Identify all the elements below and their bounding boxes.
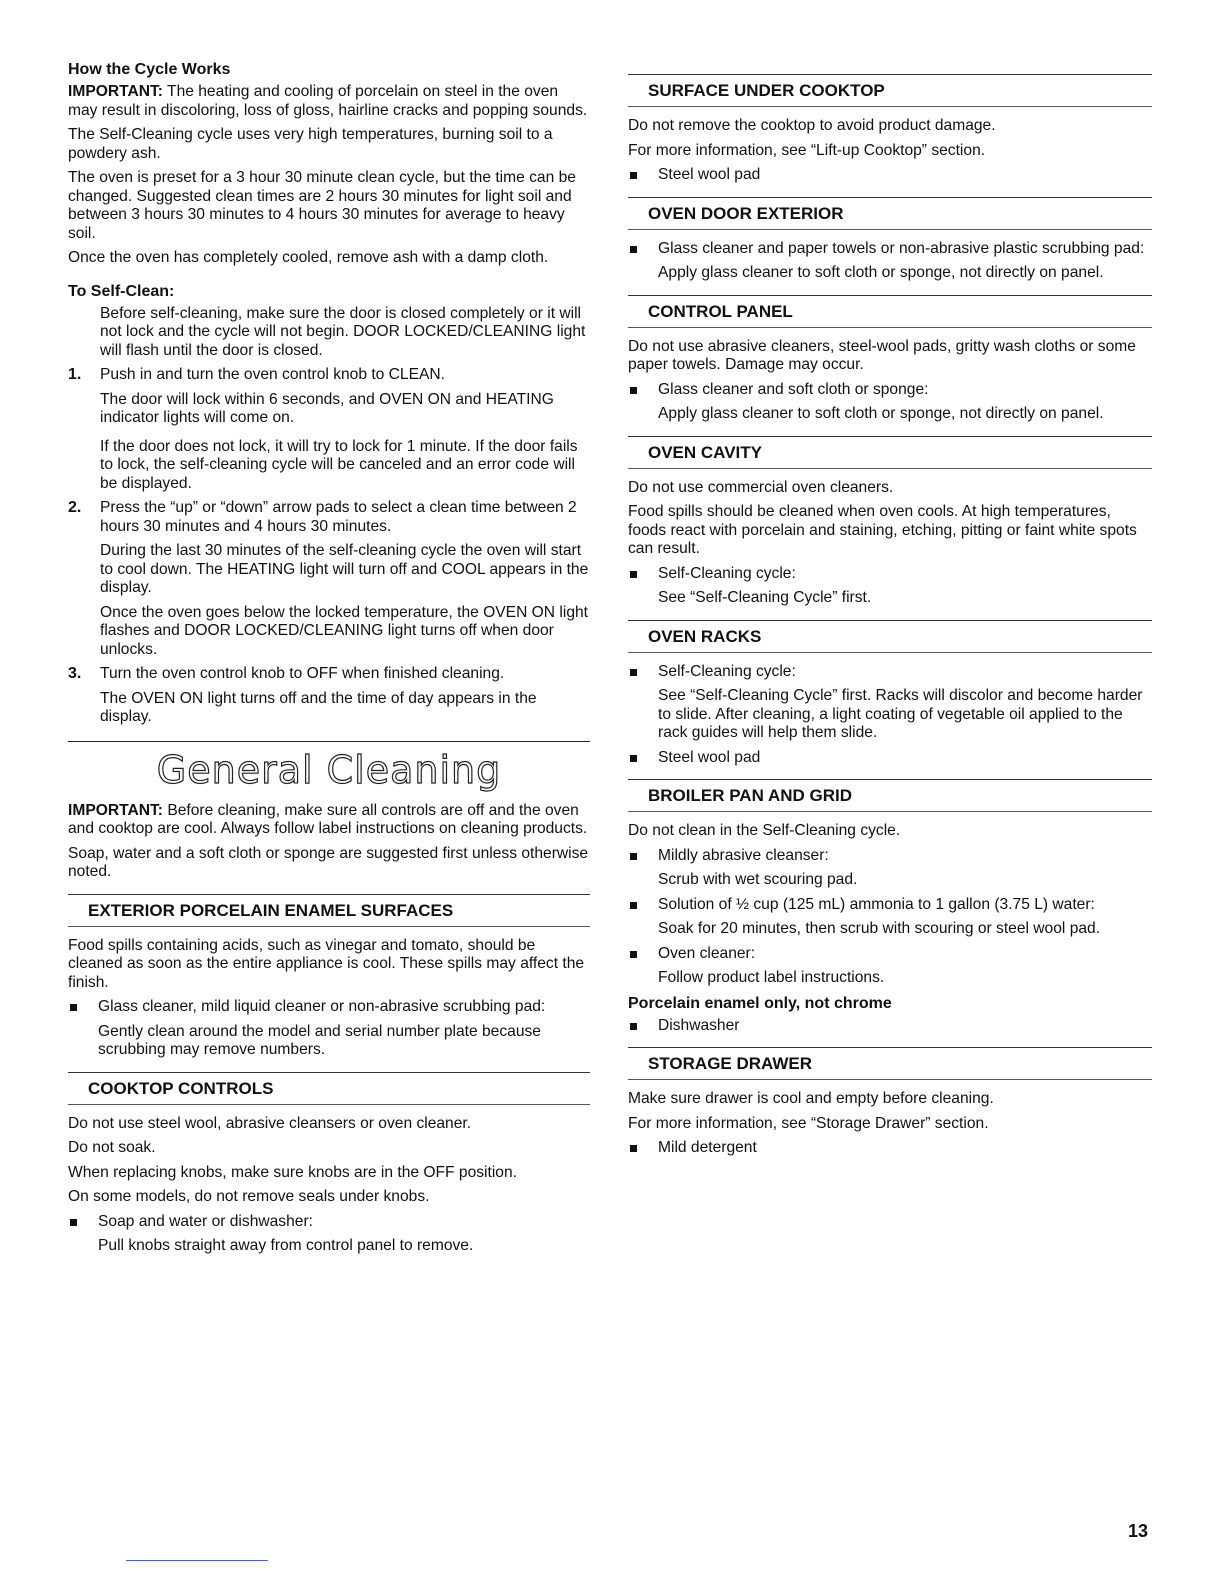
paragraph: Make sure drawer is cool and empty before cleaning. [628, 1090, 994, 1107]
bullet-square-icon [630, 387, 637, 394]
important-note [68, 802, 590, 839]
bullet-text: Steel wool pad [658, 166, 761, 183]
bullet-item [628, 1017, 1152, 1036]
important-label: IMPORTANT: [68, 801, 163, 819]
bullet-square-icon [630, 669, 637, 676]
oven-door-exterior-header [628, 197, 1152, 230]
paragraph: When replacing knobs, make sure knobs are in the OFF position. [68, 1163, 517, 1181]
bullet-detail: Apply glass cleaner to soft cloth or sponge, not directly on panel. [658, 264, 1104, 281]
section-title: BROILER PAN AND GRID [648, 786, 852, 805]
bullet-text: Oven cleaner: [658, 944, 756, 962]
important-text: The heating and cooling of porcelain on steel in the oven may result in discoloring, loss of gloss, hairline cracks and popping sounds. [68, 83, 588, 119]
paragraph: Do not use steel wool, abrasive cleansers or oven cleaner. [68, 1114, 472, 1132]
step-number: 1. [68, 366, 82, 383]
paragraph: Food spills should be cleaned when oven cools. At high temperatures, foods react with porcelain and staining, etching, pitting or faint white spots can result. [628, 503, 1137, 557]
step-detail: Once the oven goes below the locked temperature, the OVEN ON light flashes and DOOR LOCKED/CLEANING light turns off when door unlocks. [100, 603, 589, 658]
bullet-item [628, 1139, 1152, 1158]
bullet-text: Glass cleaner, mild liquid cleaner or non-abrasive scrubbing pad: [98, 998, 546, 1015]
bullet-text: Dishwasher [658, 1016, 740, 1034]
bullet-item [628, 381, 1152, 424]
bullet-square-icon [630, 1145, 637, 1152]
bullet-square-icon [70, 1219, 77, 1226]
bullet-text: Self-Cleaning cycle: [658, 662, 796, 680]
bullet-text: Steel wool pad [658, 748, 761, 766]
bullet-item [628, 749, 1152, 768]
bullet-detail: Scrub with wet scouring pad. [658, 871, 858, 888]
bullet-item [628, 896, 1152, 939]
general-cleaning-title: General Cleaning [156, 747, 502, 792]
bullet-text: Glass cleaner and paper towels or non-abrasive plastic scrubbing pad: [658, 239, 1145, 257]
step-number: 3. [68, 665, 82, 682]
right-column [628, 60, 1152, 1164]
section-title: OVEN CAVITY [648, 442, 762, 462]
bullet-square-icon [630, 951, 637, 958]
important-note [68, 83, 590, 120]
paragraph: Do not use abrasive cleaners, steel-wool pads, gritty wash cloths or some paper towels. Damage may occur. [628, 337, 1136, 373]
step-2 [68, 499, 590, 659]
paragraph: Soap, water and a soft cloth or sponge are suggested first unless otherwise noted. [68, 844, 589, 880]
paragraph: The Self-Cleaning cycle uses very high temperatures, burning soil to a powdery ash. [68, 126, 553, 162]
bullet-square-icon [630, 1023, 637, 1030]
storage-drawer-header [628, 1047, 1152, 1080]
important-label: IMPORTANT: [68, 83, 163, 100]
section-divider [68, 741, 590, 742]
oven-cavity-header [628, 436, 1152, 469]
bullet-square-icon [70, 1004, 77, 1011]
surface-under-cooktop-header [628, 74, 1152, 107]
bullet-item [628, 166, 1152, 185]
paragraph: Once the oven has completely cooled, remove ash with a damp cloth. [68, 249, 549, 266]
broiler-pan-header [628, 779, 1152, 812]
bullet-item [68, 1213, 590, 1256]
paragraph: The oven is preset for a 3 hour 30 minute clean cycle, but the time can be changed. Suggested clean times are 2 hours 30 minutes for light soil and between 3 hours 30 minutes to 4 hours 30 minutes for average to heavy soil. [68, 169, 576, 242]
cooktop-controls-header [68, 1072, 590, 1105]
paragraph: For more information, see “Lift-up Cooktop” section. [628, 141, 986, 159]
how-cycle-works-heading: How the Cycle Works [68, 61, 231, 78]
bullet-text: Mildly abrasive cleanser: [658, 846, 829, 864]
bullet-square-icon [630, 172, 637, 179]
important-text: Before cleaning, make sure all controls are off and the oven and cooktop are cool. Always follow label instructions on cleaning products. [68, 801, 588, 837]
step-detail: The OVEN ON light turns off and the time of day appears in the display. [100, 689, 537, 725]
bullet-detail: Pull knobs straight away from control panel to remove. [98, 1237, 474, 1254]
section-title: OVEN DOOR EXTERIOR [648, 203, 844, 223]
bullet-item [68, 998, 590, 1060]
to-self-clean-heading: To Self-Clean: [68, 282, 175, 300]
bullet-detail: Apply glass cleaner to soft cloth or sponge, not directly on panel. [658, 405, 1104, 422]
bullet-item [628, 240, 1152, 283]
left-column [68, 60, 590, 1262]
bullet-square-icon [630, 246, 637, 253]
bullet-detail: See “Self-Cleaning Cycle” first. [658, 589, 872, 606]
bullet-text: Solution of ½ cup (125 mL) ammonia to 1 gallon (3.75 L) water: [658, 895, 1095, 913]
section-title: OVEN RACKS [648, 626, 762, 646]
paragraph: On some models, do not remove seals under knobs. [68, 1188, 430, 1205]
bullet-detail: Gently clean around the model and serial number plate because scrubbing may remove numbers. [98, 1022, 541, 1058]
step-1 [68, 366, 590, 493]
bullet-text: Glass cleaner and soft cloth or sponge: [658, 380, 929, 398]
section-title: COOKTOP CONTROLS [88, 1078, 274, 1098]
step-detail: The door will lock within 6 seconds, and OVEN ON and HEATING indicator lights will come on. [100, 390, 554, 426]
paragraph: For more information, see “Storage Drawer” section. [628, 1114, 989, 1132]
oven-racks-header [628, 620, 1152, 653]
bullet-detail: See “Self-Cleaning Cycle” first. Racks will discolor and become harder to slide. After cleaning, a light coating of vegetable oil applied to the rack guides will help them slide. [658, 687, 1143, 741]
control-panel-header [628, 295, 1152, 328]
bullet-item [628, 565, 1152, 608]
step-detail: During the last 30 minutes of the self-cleaning cycle the oven will start to cool down. The HEATING light will turn off and COOL appears in the display. [100, 542, 589, 596]
step-text: Push in and turn the oven control knob to CLEAN. [100, 366, 446, 383]
porcelain-only-heading: Porcelain enamel only, not chrome [628, 994, 892, 1012]
step-text: Turn the oven control knob to OFF when finished cleaning. [100, 665, 505, 682]
step-3 [68, 665, 590, 727]
section-title: SURFACE UNDER COOKTOP [648, 81, 885, 100]
footer-line [126, 1560, 268, 1561]
bullet-text: Soap and water or dishwasher: [98, 1212, 313, 1230]
bullet-item [628, 945, 1152, 988]
bullet-text: Self-Cleaning cycle: [658, 564, 796, 582]
step-detail: If the door does not lock, it will try to lock for 1 minute. If the door fails to lock, the self-cleaning cycle will be canceled and an error code will be displayed. [100, 437, 578, 492]
paragraph: Do not soak. [68, 1139, 156, 1156]
paragraph: Do not use commercial oven cleaners. [628, 478, 894, 496]
section-title: EXTERIOR PORCELAIN ENAMEL SURFACES [88, 900, 454, 920]
bullet-item [628, 847, 1152, 890]
page-number: 13 [1127, 1521, 1148, 1541]
bullet-square-icon [630, 902, 637, 909]
step-number: 2. [68, 499, 82, 516]
section-title: CONTROL PANEL [648, 301, 793, 321]
bullet-detail: Soak for 20 minutes, then scrub with scouring or steel wool pad. [658, 920, 1101, 937]
bullet-text: Mild detergent [658, 1139, 757, 1156]
bullet-square-icon [630, 755, 637, 762]
bullet-item [628, 663, 1152, 743]
paragraph: Do not remove the cooktop to avoid product damage. [628, 117, 996, 134]
bullet-square-icon [630, 571, 637, 578]
bullet-square-icon [630, 853, 637, 860]
exterior-porcelain-header [68, 894, 590, 927]
paragraph: Do not clean in the Self-Cleaning cycle. [628, 822, 901, 839]
bullet-detail: Follow product label instructions. [658, 969, 885, 986]
self-clean-intro: Before self-cleaning, make sure the door is closed completely or it will not lock and the cycle will not begin. DOOR LOCKED/CLEANING light will flash until the door is closed. [100, 304, 586, 359]
paragraph: Food spills containing acids, such as vinegar and tomato, should be cleaned as soon as the entire appliance is cool. These spills may affect the finish. [68, 936, 585, 991]
section-title: STORAGE DRAWER [648, 1054, 813, 1073]
step-text: Press the “up” or “down” arrow pads to select a clean time between 2 hours 30 minutes and 4 hours 30 minutes. [100, 499, 577, 535]
